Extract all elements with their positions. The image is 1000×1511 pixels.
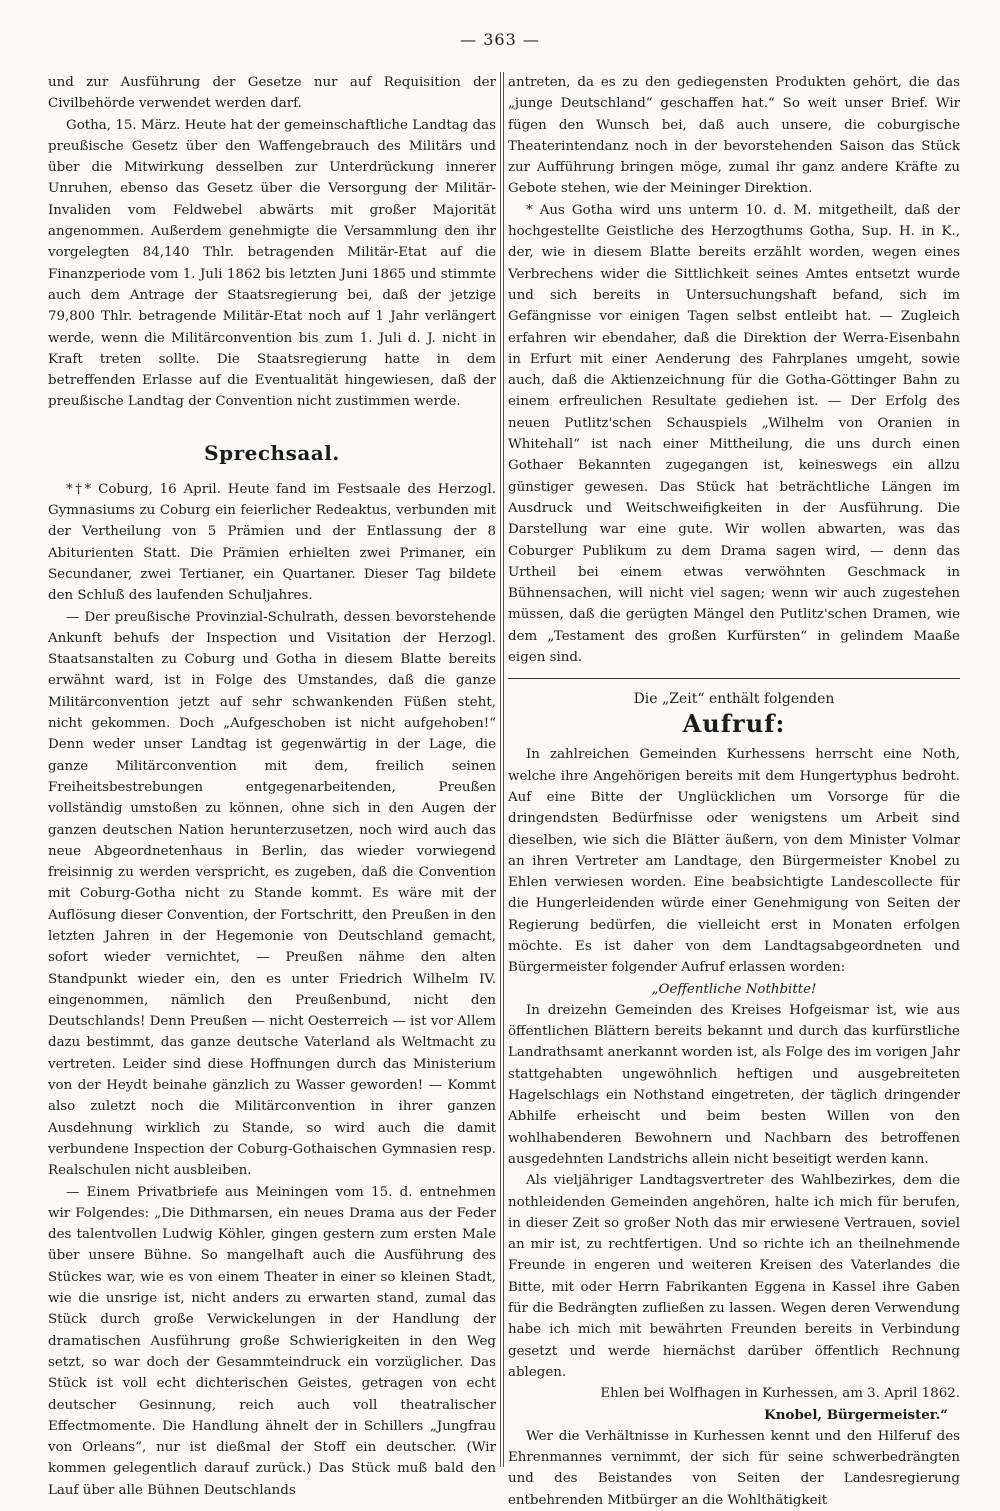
intro-line: Die „Zeit“ enthält folgenden [633, 691, 835, 708]
page-number: — 363 — [460, 30, 540, 49]
column-rule [503, 72, 504, 1467]
left-column [48, 72, 496, 1498]
dateline: Ehlen bei Wolfhagen in Kurhessen, am 3. April 1862. [600, 1386, 960, 1402]
appeal-title: „Oeffentliche Nothbitte! [651, 981, 817, 997]
paragraph: und zur Ausführung der Gesetze nur auf Requisition der Civilbehörde verwendet werden darf. [48, 75, 496, 112]
section-heading: Sprechsaal. [204, 440, 340, 465]
paragraph: Als vieljähriger Landtagsvertreter des Wahlbezirkes, dem die nothleidenden Gemeinden angehören, halte ich mich für berufen, in dieser Zeit so großer Noth das mir erwiesene Vertrauen, soviel an mir ist, zu rechtfertigen. Und so richte ich an theilnehmende Freunde in engeren und weiteren Kreisen des Vaterlandes die Bitte, mit oder Herrn Fabrikanten Eggena in Kassel ihre Gaben für die Bedrängten zufließen zu lassen. Wegen deren Verwendung habe ich mich mit bewährten Freunden bereits in Verbindung gesetzt und werde hiernächst darüber öffentlich Rechnung ablegen. [508, 1173, 960, 1380]
column-rule [500, 72, 501, 1467]
appeal-heading: Aufruf: [682, 709, 786, 739]
paragraph: In zahlreichen Gemeinden Kurhessens herrscht eine Noth, welche ihre Angehörigen bereits mit dem Hungertyphus bedroht. Auf eine Bitte der Unglücklichen um Vorsorge für die dringendsten Bedürfnisse oder wenigstens um Arbeit sind dieselben, wie sich die Blätter äußern, von dem Minister Volmar an ihren Vertreter am Landtage, den Bürgermeister Knobel zu Ehlen verwiesen worden. Eine beabsichtigte Landescollecte für die Hungerleidenden würde einer Genehmigung von Seiten der Regierung bedürfen, die vielleicht erst in Monaten erfolgen möchte. Es ist daher von dem Landtagsabgeordneten und Bürgermeister folgender Aufruf erlassen worden: [508, 747, 960, 976]
right-column [508, 72, 960, 1508]
paragraph: Gotha, 15. März. Heute hat der gemeinschaftliche Landtag das preußische Gesetz über den Waffengebrauch des Militärs und über die Mitwirkung desselben zur Unterdrückung innerer Unruhen, ebenso das Gesetz über die Versorgung der Militär-Invaliden vom Feldwebel abwärts mit großer Majorität angenommen. Außerdem genehmigte die Versammlung den ihr vorgelegten 84,140 Thlr. betragenden Militär-Etat auf die Finanzperiode vom 1. Juli 1862 bis letzten Juni 1865 und stimmte auch dem Antrage der Staatsregierung bei, daß der jetzige 79,800 Thlr. betragende Militär-Etat noch auf 1 Jahr verlängert werde, wenn die Militärconvention bis zum 1. Juli d. J. nicht in Kraft treten sollte. Die Staatsregierung hatte in dem betreffenden Erlasse auf die Eventualität hingewiesen, daß der preußische Landtag der Convention nicht zustimmen werde. [48, 117, 496, 410]
paragraph: *†* Coburg, 16 April. Heute fand im Festsaale des Herzogl. Gymnasiums zu Coburg ein feierlicher Redeaktus, verbunden mit der Vertheilung von 5 Prämien und der Entlassung der 8 Abiturienten Statt. Die Prämien erhielten zwei Primaner, ein Secundaner, zwei Tertianer, ein Quartaner. Dieser Tag bildete den Schluß des laufenden Schuljahres. [48, 481, 496, 604]
divider [508, 678, 960, 679]
paragraph: * Aus Gotha wird uns unterm 10. d. M. mitgetheilt, daß der hochgestellte Geistliche des Herzogthums Gotha, Sup. H. in K., der, wie in diesem Blatte bereits erzählt worden, wegen eines Verbrechens wider die Sittlichkeit seines Amtes entsetzt wurde und sich bereits in Untersuchungshaft befand, sich im Gefängnisse vor einigen Tagen selbst entleibt hat. — Zugleich erfahren wir ebendaher, daß die Direktion der Werra-Eisenbahn in Erfurt mit einer Aenderung des Fahrplanes umgeht, sowie auch, daß die Aktienzeichnung für die Gotha-Göttinger Bahn zu einem erfreulichen Resultate gediehen ist. — Der Erfolg des neuen Putlitz'schen Schauspiels „Wilhelm von Oranien in Whitehall“ ist nach einer Mittheilung, die uns durch einen Gothaer Bekannten zugegangen ist, keineswegs ein allzu günstiger gewesen. Das Stück hat beträchtliche Längen im Ausdruck und Weitschweifigkeiten in der Ausführung. Die Darstellung war eine gute. Wir wollen abwarten, was das Coburger Publikum zu dem Drama sagen wird, — denn das Urtheil bei einem etwas verwöhnten Geschmack in Bühnensachen, will nicht viel sagen; wenn wir auch zugestehen müssen, daß die gerügten Mängel den Putlitz'schen Dramen, wie dem „Testament des großen Kurfürsten“ in gelindem Maaße eigen sind. [508, 202, 960, 666]
paragraph: — Der preußische Provinzial-Schulrath, dessen bevorstehende Ankunft behufs der Inspection und Visitation der Herzogl. Staatsanstalten zu Coburg und Gotha in diesem Blatte bereits erwähnt ward, ist in Folge des Umstandes, daß die ganze Militärconvention jetzt auf sehr schwankenden Füßen steht, nicht gekommen. Doch „Aufgeschoben ist nicht aufgehoben!“ Denn weder unser Landtag ist gegenwärtig in der Lage, die ganze Militärconvention mit dem, freilich seinen Freiheitsbestrebungen entgegenarbeitenden, Preußen vollständig umstoßen zu können, ohne sich in den Augen der ganzen deutschen Nation herunterzusetzen, noch wird auch das neue Abgeordnetenhaus in Berlin, das wieder vorwiegend freisinnig zu werden verspricht, es zugeben, daß die Convention mit Coburg-Gotha nicht zu Stande kommt. Es wäre mit der Auflösung dieser Convention, der Fortschritt, den Preußen in den letzten Jahren in der Hegemonie von Deutschland gemacht, sofort wieder vernichtet, — Preußen nähme den alten Standpunkt wieder ein, den es unter Friedrich Wilhelm IV. eingenommen, nämlich den Preußenbund, nicht den Deutschlands! Denn Preußen — nicht Oesterreich — ist vor Allem dazu bestimmt, das ganze deutsche Vaterland als Weltmacht zu vertreten. Leider sind diese Hoffnungen durch das Ministerium von der Heydt beinahe gänzlich zu Wasser geworden! — Kommt also zuletzt noch die Militärconvention in ihrer ganzen Ausdehnung wirklich zu Stande, so wird auch die damit verbundene Inspection der Coburg-Gothaischen Gymnasien resp. Realschulen nicht ausbleiben. [48, 609, 496, 1179]
paragraph: antreten, da es zu den gediegensten Produkten gehört, die das „junge Deutschland“ geschaffen hat.“ So weit unser Brief. Wir fügen den Wunsch bei, daß auch unsere, die coburgische Theaterintendanz noch in der bevorstehenden Saison das Stück zur Aufführung bringen möge, zumal ihr ganz andere Kräfte zu Gebote stehen, wie der Meininger Direktion. [508, 75, 960, 197]
paragraph: — Einem Privatbriefe aus Meiningen vom 15. d. entnehmen wir Folgendes: „Die Dithmarsen, ein neues Drama aus der Feder des talentvollen Ludwig Köhler, gingen gestern zum ersten Male über unsere Bühne. So mangelhaft auch die Ausführung des Stückes war, wie es von einem Theater in einer so kleinen Stadt, wie die unsrige ist, nicht anders zu erwarten stand, zumal das Stück durch große Verwickelungen in der Handlung der dramatischen Ausführung große Schwierigkeiten in den Weg setzt, so war doch der Gesammteindruck ein vorzüglicher. Das Stück ist voll echt dichterischen Geistes, getragen von echt deutscher Gesinnung, reich auch voll theatralischer Effectmomente. Die Handlung ähnelt der in Schillers „Jungfrau von Orleans“, nur ist dießmal der Stoff ein deutscher. (Wir kommen gelegentlich darauf zurück.) Das Stück muß bald den Lauf über alle Bühnen Deutschlands [48, 1184, 496, 1498]
paragraph: In dreizehn Gemeinden des Kreises Hofgeismar ist, wie aus öffentlichen Blättern bereits bekannt und durch das kurfürstliche Landrathsamt anerkannt worden ist, als Folge des im vorigen Jahr stattgehabten ungewöhnlich heftigen und ausgebreiteten Hagelschlags ein Nothstand eingetreten, der täglich dringender Abhilfe erheischt und beim besten Willen von den wohlhabenderen Bewohnern und Nachbarn des betroffenen ausgedehnten Landstrichs allein nicht beseitigt werden kann. [508, 1002, 960, 1167]
signature: Knobel, Bürgermeister.“ [764, 1406, 948, 1423]
paragraph: Wer die Verhältnisse in Kurhessen kennt und den Hilferuf des Ehrenmannes vernimmt, der sich für seine schwerbedrängten und des Beistandes von Seiten der Landesregierung entbehrenden Mitbürger an die Wohlthätigkeit [508, 1428, 960, 1508]
